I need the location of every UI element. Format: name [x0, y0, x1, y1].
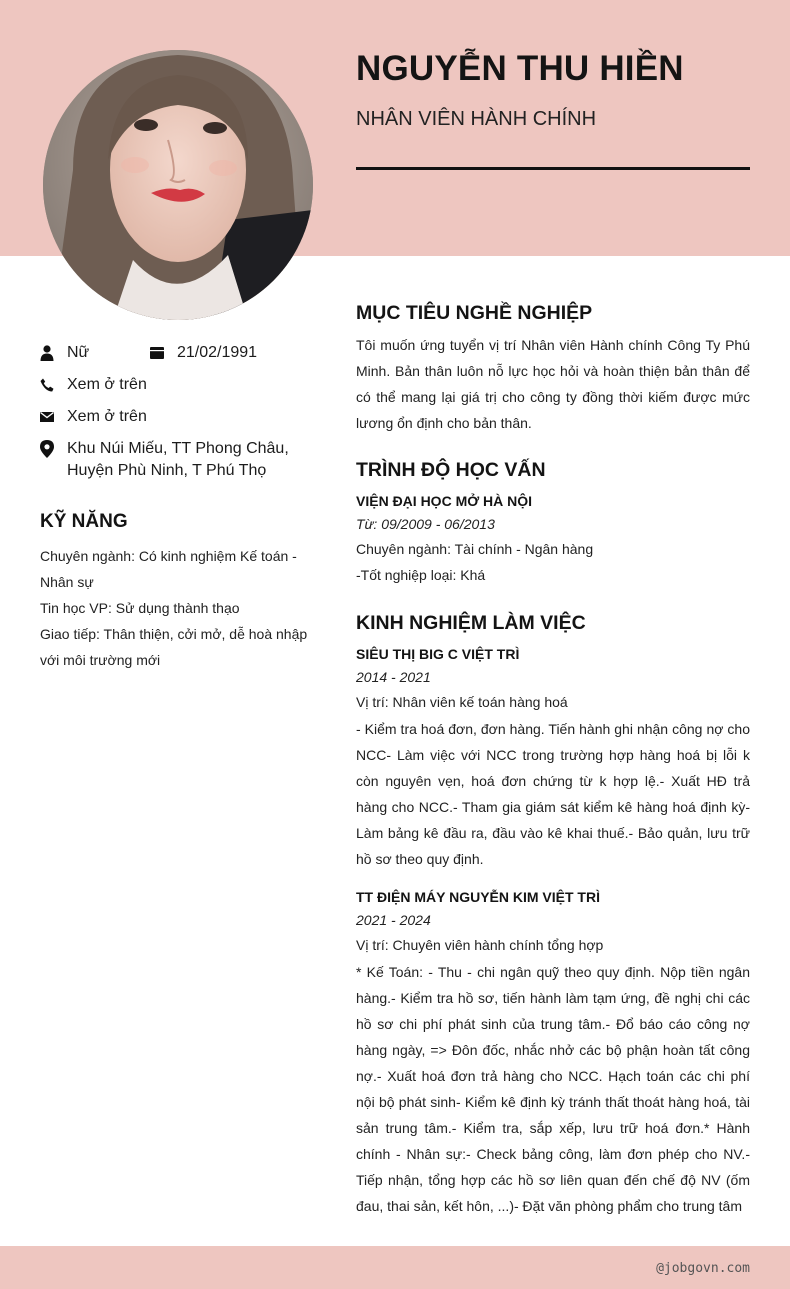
address-line-1: Khu Núi Miếu, TT Phong Châu,: [67, 440, 289, 457]
job-description: - Kiểm tra hoá đơn, đơn hàng. Tiến hành ghi nhận công nợ cho NCC- Làm việc với NCC trong trường hợp hàng hoá bị lỗi k còn nguyên vẹn, hoá đơn chứng từ k hợp lệ.- Xuất HĐ trả hàng cho NCC.- Tham gia giám sát kiểm kê hàng hoá định kỳ- Làm bảng kê đầu ra, đầu vào kê khai thuế.- Bảo quản, lưu trữ hồ sơ theo quy định.: [356, 721, 750, 867]
job-period: 2021 - 2024: [356, 912, 431, 928]
job-period: 2014 - 2021: [356, 669, 431, 685]
calendar-icon: [150, 345, 164, 361]
email-value: Xem ở trên: [67, 408, 147, 425]
candidate-name: NGUYỄN THU HIỀN: [356, 49, 684, 88]
skills-heading: KỸ NĂNG: [40, 511, 128, 532]
school-name: VIỆN ĐẠI HỌC MỞ HÀ NỘI: [356, 493, 533, 509]
education-period: Từ: 09/2009 - 06/2013: [356, 516, 495, 532]
education-grade: -Tốt nghiệp loại: Khá: [356, 567, 486, 583]
gender-value: Nữ: [67, 344, 90, 361]
gender-row: [40, 342, 89, 364]
email-row: [40, 406, 147, 428]
footer-brand[interactable]: @jobgovn.com: [656, 1261, 750, 1276]
person-icon: [40, 345, 54, 361]
education-heading: TRÌNH ĐỘ HỌC VẤN: [356, 459, 546, 481]
birthday-value: 21/02/1991: [177, 344, 258, 361]
address-row: [40, 438, 289, 482]
phone-icon: [40, 377, 54, 393]
title-divider: [356, 167, 750, 170]
email-icon: [40, 409, 54, 425]
location-pin-icon: [40, 441, 54, 457]
experience-heading: KINH NGHIỆM LÀM VIỆC: [356, 612, 586, 634]
phone-value: Xem ở trên: [67, 376, 147, 393]
skill-item: Tin học VP: Sử dụng thành thạo: [40, 600, 240, 616]
phone-row: [40, 374, 147, 396]
education-major: Chuyên ngành: Tài chính - Ngân hàng: [356, 541, 594, 557]
skill-item: Giao tiếp: Thân thiện, cởi mở, dễ hoà nhập với môi trường mới: [40, 626, 308, 668]
objective-text: Tôi muốn ứng tuyển vị trí Nhân viên Hành chính Công Ty Phú Minh. Bản thân luôn nỗ lực học hỏi và hoàn thiện bản thân để có thể mang lại giá trị cho công ty đồng thời kiếm được mức lương ổn định cho bản thân.: [356, 337, 750, 431]
profile-photo: [43, 50, 313, 320]
birthday-row: [150, 342, 257, 364]
skill-item: Chuyên ngành: Có kinh nghiệm Kế toán - Nhân sự: [40, 548, 297, 590]
objective-heading: MỤC TIÊU NGHỀ NGHIỆP: [356, 302, 593, 324]
address-line-2: Huyện Phù Ninh, T Phú Thọ: [67, 462, 267, 479]
job-position: Vị trí: Nhân viên kế toán hàng hoá: [356, 694, 568, 710]
job-company: TT ĐIỆN MÁY NGUYỄN KIM VIỆT TRÌ: [356, 889, 600, 905]
skills-list: [40, 543, 308, 673]
portrait-image: [43, 50, 313, 320]
job-company: SIÊU THỊ BIG C VIỆT TRÌ: [356, 646, 520, 662]
job-title: NHÂN VIÊN HÀNH CHÍNH: [356, 108, 597, 130]
job-description: * Kế Toán: - Thu - chi ngân quỹ theo quy định. Nộp tiền ngân hàng.- Kiểm tra hồ sơ, tiến hành làm tạm ứng, đề nghị chi các hồ sơ chi phí phát sinh của trung tâm.- Đổ báo cáo công nợ hàng ngày, => Đôn đốc, nhắc nhở các bộ phận hoàn tất công nợ.- Xuất hoá đơn trả hàng cho NCC. Hạch toán các chi phí nội bộ phát sinh- Kiểm kê định kỳ tránh thất thoát hàng hoá, tài sản trung tâm.- Kiểm tra, sắp xếp, lưu trữ hoá đơn.* Hành chính - Nhân sự:- Check bảng công, làm đơn phép cho NV.- Tiếp nhận, tổng hợp các hồ sơ liên quan đến chế độ NV (ốm đau, thai sản, kết hôn, ...)- Đặt văn phòng phẩm cho trung tâm: [356, 964, 750, 1214]
job-position: Vị trí: Chuyên viên hành chính tổng hợp: [356, 937, 604, 953]
